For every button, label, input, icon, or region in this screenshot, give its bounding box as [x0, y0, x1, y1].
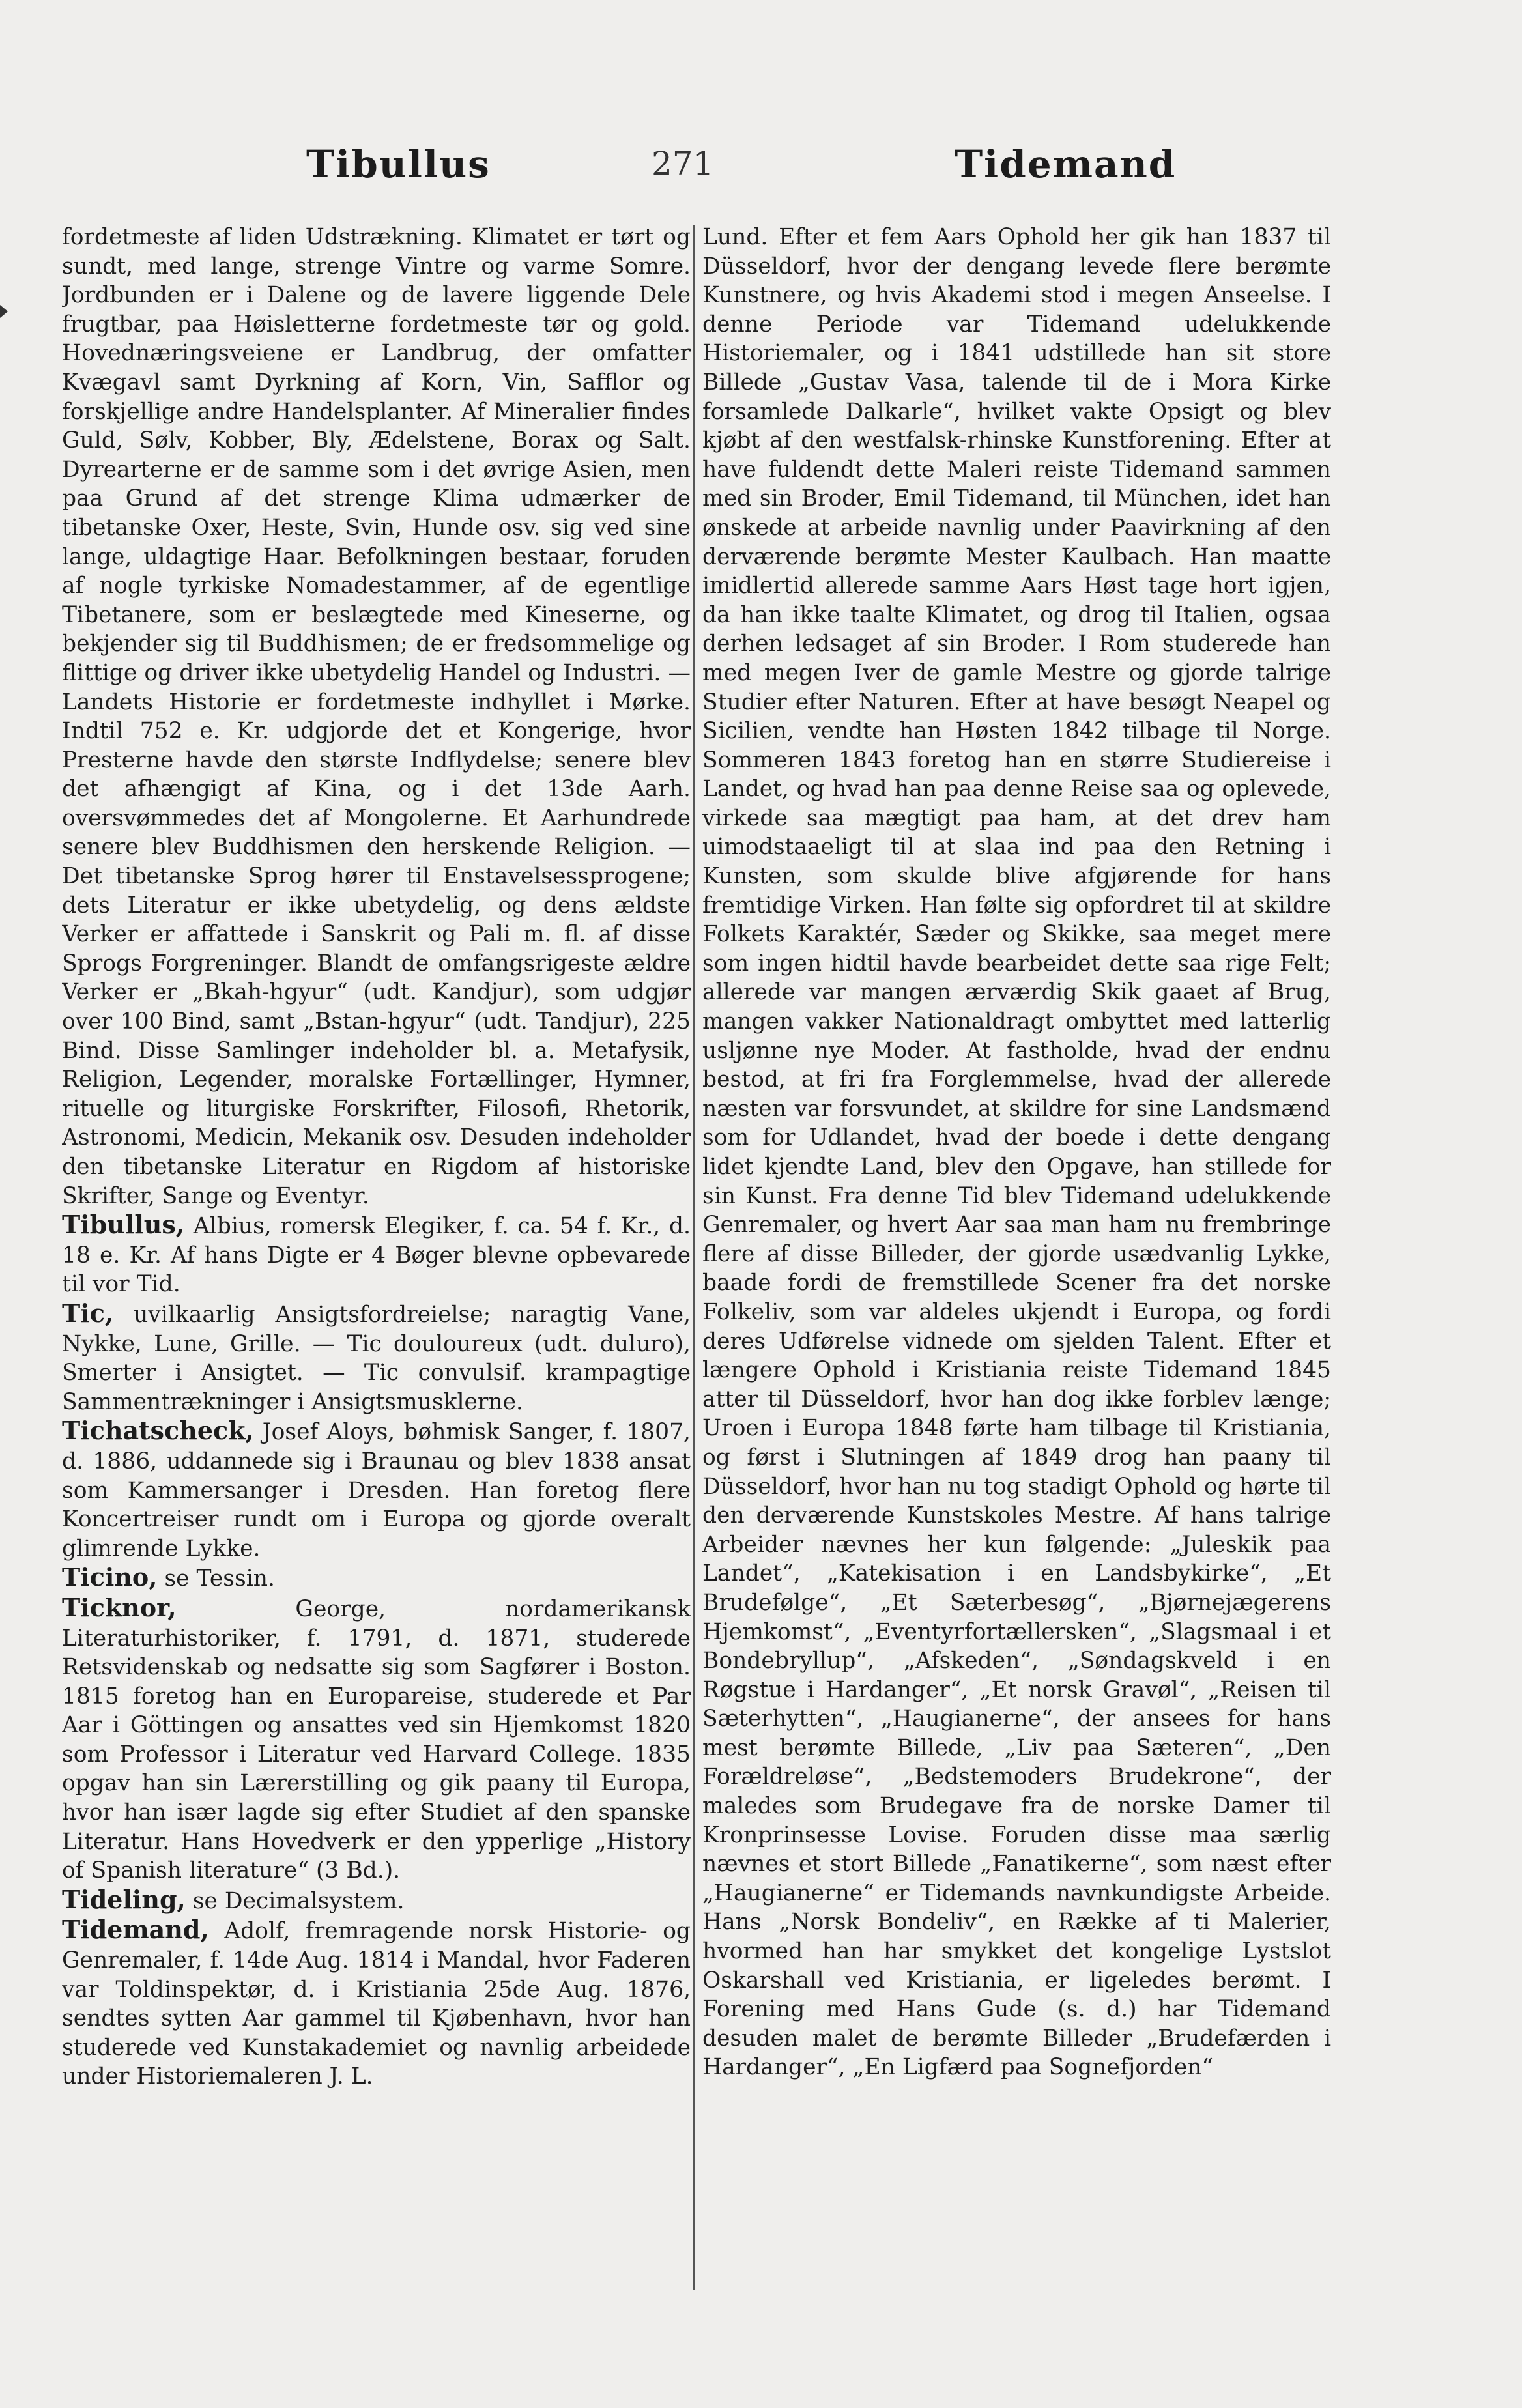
entry: [62, 222, 691, 1211]
entry-lemma: Ticino,: [62, 1562, 158, 1592]
column-divider: [693, 225, 695, 2290]
entry-ticino: [62, 1563, 691, 1594]
left-running-head: Tibullus: [306, 142, 491, 186]
entry-text: fordetmeste af liden Udstrækning. Klimatet er tørt og sundt, med lange, strenge Vintre og varme Somre. Jordbunden er i Dalene og de lavere liggende Dele frugtbar, paa Høisletterne fordetmeste tør og gold. Hovednæringsveiene er Landbrug, der omfatter Kvægavl samt Dyrkning af Korn, Vin, Safflor og forskjellige andre Handelsplanter. Af Mineralier findes Guld, Sølv, Kobber, Bly, Ædelstene, Borax og Salt. Dyrearterne er de samme som i det øvrige Asien, men paa Grund af det strenge Klima udmærker de tibetanske Oxer, Heste, Svin, Hunde osv. sig ved sine lange, uldagtige Haar. Befolkningen bestaar, foruden af nogle tyrkiske Nomadestammer, af de egentlige Tibetanere, som er beslægtede med Kineserne, og bekjender sig til Buddhismen; de er fredsommelige og flittige og driver ikke ubetydelig Handel og Industri. — Landets Historie er fordetmeste indhyllet i Mørke. Indtil 752 e. Kr. udgjorde det et Kongerige, hvor Presterne havde den største Indflydelse; senere blev det afhængigt af Kina, og i det 13de Aarh. oversvømmedes det af Mongolerne. Et Aarhundrede senere blev Buddhismen den herskende Religion. — Det tibetanske Sprog hører til Enstavelsessprogene; dets Literatur er ikke ubetydelig, og dens ældste Verker er affattede i Sanskrit og Pali m. fl. af disse Sprogs Forgreninger. Blandt de omfangsrigeste ældre Verker er „Bkah-hgyur“ (udt. Kandjur), som udgjør over 100 Bind, samt „Bstan-hgyur“ (udt. Tandjur), 225 Bind. Disse Samlinger indeholder bl. a. Metafysik, Religion, Legender, moralske Fortællinger, Hymner, rituelle og liturgiske Forskrifter, Filosofi, Rhetorik, Astronomi, Medicin, Mekanik osv. Desuden indeholder den tibetanske Literatur en Rigdom af historiske Skrifter, Sange og Eventyr.: [62, 224, 691, 1209]
margin-arrow-icon: [0, 305, 8, 318]
entry-tic: [62, 1299, 691, 1416]
entry-lemma: Tidemand,: [62, 1915, 209, 1945]
entry-text: se Tessin.: [164, 1566, 275, 1592]
page-number: 271: [652, 145, 714, 182]
right-running-head: Tidemand: [955, 142, 1177, 186]
entry-text: Albius, romersk Elegiker, f. ca. 54 f. Kr., d. 18 e. Kr. Af hans Digte er 4 Bøger blevne opbevarede til vor Tid.: [62, 1213, 691, 1298]
entry-text: Adolf, fremragende norsk Historie- og Genremaler, f. 14de Aug. 1814 i Mandal, hvor Faderen var Toldinspektør, d. i Kristiania 25de Aug. 1876, sendtes sytten Aar gammel til Kjøbenhavn, hvor han studerede ved Kunstakademiet og navnlig arbeidede under Historiemaleren J. L.: [62, 1918, 691, 2090]
left-column: [62, 222, 691, 2091]
entry-text: se Decimalsystem.: [192, 1887, 405, 1914]
entry-text: Josef Aloys, bøhmisk Sanger, f. 1807, d. 1886, uddannede sig i Braunau og blev 1838 ansat som Kammersanger i Dresden. Han foretog flere Koncertreiser rundt om i Europa og gjorde overalt glimrende Lykke.: [62, 1419, 691, 1562]
entry-lemma: Tibullus,: [62, 1210, 185, 1240]
entry-text: uvilkaarlig Ansigtsfordreielse; naragtig Vane, Nykke, Lune, Grille. — Tic douloureux (udt. duluro), Smerter i Ansigtet. — Tic convulsif. krampagtige Sammentrækninger i Ansigtsmusklerne.: [62, 1301, 691, 1415]
page-header: [62, 142, 1365, 194]
entry-tibullus: [62, 1211, 691, 1299]
entry-text: George, nordamerikansk Literaturhistoriker, f. 1791, d. 1871, studerede Retsvidenskab og nedsatte sig som Sagfører i Boston. 1815 foretog han en Europareise, studerede et Par Aar i Göttingen og ansattes ved sin Hjemkomst 1820 som Professor i Literatur ved Harvard College. 1835 opgav han sin Lærerstilling og gik paany til Europa, hvor han især lagde sig efter Studiet af den spanske Literatur. Hans Hovedverk er den ypperlige „History of Spanish literature“ (3 Bd.).: [62, 1596, 691, 1884]
entry-tichatscheck: [62, 1416, 691, 1563]
entry-tidemand: [62, 1915, 691, 2091]
entry-continuation: [702, 222, 1331, 2082]
entry-lemma: Tichatscheck,: [62, 1416, 254, 1446]
right-column: [702, 222, 1331, 2082]
entry-ticknor: [62, 1594, 691, 1885]
entry-tideling: [62, 1885, 691, 1916]
entry-lemma: Ticknor,: [62, 1592, 177, 1622]
entry-lemma: Tideling,: [62, 1884, 186, 1914]
entry-text: Lund. Efter et fem Aars Ophold her gik han 1837 til Düsseldorf, hvor der dengang levede flere berømte Kunstnere, og hvis Akademi stod i megen Anseelse. I denne Periode var Tidemand udelukkende Historiemaler, og i 1841 udstillede han sit store Billede „Gustav Vasa, talende til de i Mora Kirke forsamlede Dalkarle“, hvilket vakte Opsigt og blev kjøbt af den westfalsk-rhinske Kunstforening. Efter at have fuldendt dette Maleri reiste Tidemand sammen med sin Broder, Emil Tidemand, til München, idet han ønskede at arbeide navnlig under Paavirkning af den derværende berømte Mester Kaulbach. Han maatte imidlertid allerede samme Aars Høst tage hort igjen, da han ikke taalte Klimatet, og drog til Italien, ogsaa derhen ledsaget af sin Broder. I Rom studerede han med megen Iver de gamle Mestre og gjorde talrige Studier efter Naturen. Efter at have besøgt Neapel og Sicilien, vendte han Høsten 1842 tilbage til Norge. Sommeren 1843 foretog han en større Studiereise i Landet, og hvad han paa denne Reise saa og oplevede, virkede saa mægtigt paa ham, at det drev ham uimodstaaeligt til at slaa ind paa den Retning i Kunsten, som skulde blive afgjørende for hans fremtidige Virken. Han følte sig opfordret til at skildre Folkets Karaktér, Sæder og Skikke, saa meget mere som ingen hidtil havde bearbeidet dette saa rige Felt; allerede var mangen ærværdig Skik gaaet af Brug, mangen vakker Nationaldragt ombyttet med latterlig usljønne nye Moder. At fastholde, hvad der endnu bestod, at fri fra Forglemmelse, hvad der allerede næsten var forsvundet, at skildre for sine Landsmænd som for Udlandet, hvad der boede i dette dengang lidet kjendte Land, blev den Opgave, han stillede for sin Kunst. Fra denne Tid blev Tidemand udelukkende Genremaler, og hvert Aar saa man ham nu frembringe flere af disse Billeder, der gjorde usædvanlig Lykke, baade fordi de fremstillede Scener fra det norske Folkeliv, som var aldeles ukjendt i Europa, og fordi deres Udførelse vidnede om sjelden Talent. Efter et længere Ophold i Kristiania reiste Tidemand 1845 atter til Düsseldorf, hvor han dog ikke forblev længe; Uroen i Europa 1848 førte ham tilbage til Kristiania, og først i Slutningen af 1849 drog han paany til Düsseldorf, hvor han nu tog stadigt Ophold og hørte til den derværende Kunstskoles Mestre. Af hans talrige Arbeider nævnes her kun følgende: „Juleskik paa Landet“, „Katekisation i en Landsbykirke“, „Et Brudefølge“, „Et Sæterbesøg“, „Bjørnejægerens Hjemkomst“, „Eventyrfortællersken“, „Slagsmaal i et Bondebryllup“, „Afskeden“, „Søndagskveld i en Røgstue i Hardanger“, „Et norsk Gravøl“, „Reisen til Sæterhytten“, „Haugianerne“, der ansees for hans mest berømte Billede, „Liv paa Sæteren“, „Den Forældreløse“, „Bedstemoders Brudekrone“, der maledes som Brudegave fra de norske Damer til Kronprinsesse Lovise. Foruden disse maa særlig nævnes et stort Billede „Fanatikerne“, som næst efter „Haugianerne“ er Tidemands navnkundigste Arbeide. Hans „Norsk Bondeliv“, en Række af ti Malerier, hvormed han har smykket det kongelige Lystslot Oskarshall ved Kristiania, er ligeledes berømt. I Forening med Hans Gude (s. d.) har Tidemand desuden malet de berømte Billeder „Brudefærden i Hardanger“, „En Ligfærd paa Sognefjorden“: [702, 224, 1331, 2081]
entry-lemma: Tic,: [62, 1298, 114, 1328]
